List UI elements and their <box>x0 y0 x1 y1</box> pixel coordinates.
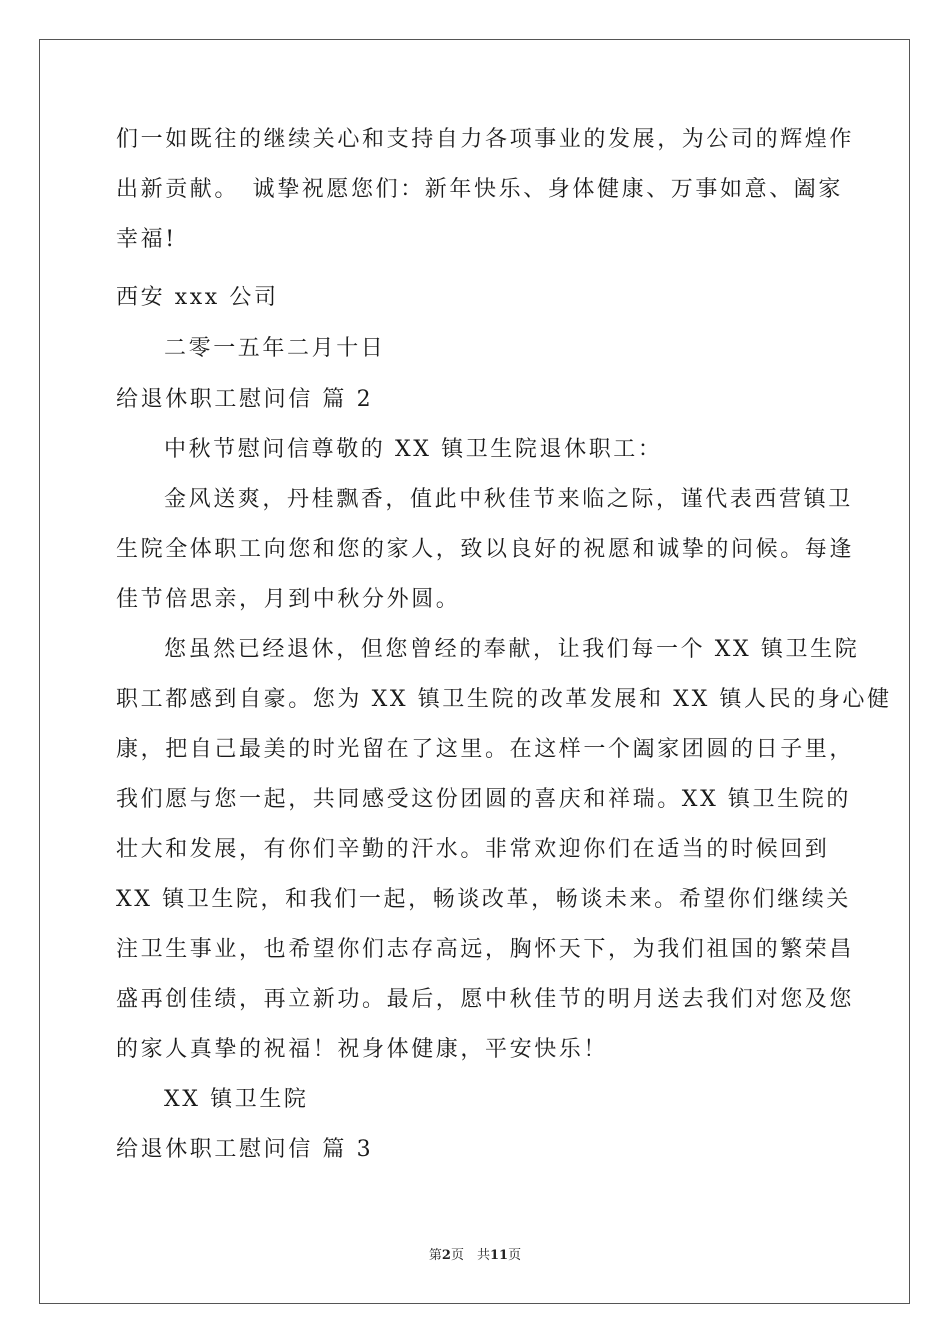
page-footer <box>0 1247 950 1265</box>
text-line: 们一如既往的继续关心和支持自力各项事业的发展，为公司的辉煌作 <box>116 127 855 152</box>
text-line: XX 镇卫生院，和我们一起，畅谈改革，畅谈未来。希望你们继续关 <box>116 887 851 912</box>
date-line: 二零一五年二月十日 <box>164 336 386 361</box>
text-line: 佳节倍思亲，月到中秋分外圆。 <box>116 587 461 612</box>
text-line: 壮大和发展，有你们辛勤的汗水。非常欢迎你们在适当的时候回到 <box>116 837 830 862</box>
text-line: 金风送爽，丹桂飘香，值此中秋佳节来临之际，谨代表西营镇卫 <box>164 487 853 512</box>
text-line: 职工都感到自豪。您为 XX 镇卫生院的改革发展和 XX 镇人民的身心健 <box>116 687 892 712</box>
section-heading: 给退休职工慰问信 篇 2 <box>116 387 374 412</box>
text-line: 生院全体职工向您和您的家人，致以良好的祝愿和诚挚的问候。每逢 <box>116 537 855 562</box>
current-page-number: 2 <box>441 1248 451 1263</box>
text-line: 我们愿与您一起，共同感受这份团圆的喜庆和祥瑞。XX 镇卫生院的 <box>116 787 851 812</box>
text-line: 盛再创佳绩，再立新功。最后，愿中秋佳节的明月送去我们对您及您 <box>116 987 855 1012</box>
footer-suffix: 页 <box>508 1248 522 1263</box>
signature-line: XX 镇卫生院 <box>164 1087 309 1112</box>
footer-prefix: 第 <box>428 1248 442 1263</box>
text-line: 幸福! <box>116 227 177 252</box>
text-line: 注卫生事业，也希望你们志存高远，胸怀天下，为我们祖国的繁荣昌 <box>116 937 855 962</box>
salutation-line: 中秋节慰问信尊敬的 XX 镇卫生院退休职工： <box>164 437 663 462</box>
text-line: 的家人真挚的祝福！祝身体健康，平安快乐！ <box>116 1037 609 1062</box>
sender-line: 西安 xxx 公司 <box>116 285 279 310</box>
text-line: 出新贡献。 诚挚祝愿您们：新年快乐、身体健康、万事如意、阖家 <box>116 177 844 202</box>
section-heading: 给退休职工慰问信 篇 3 <box>116 1137 374 1162</box>
text-line: 康，把自己最美的时光留在了这里。在这样一个阖家团圆的日子里， <box>116 737 855 762</box>
total-pages-number: 11 <box>489 1248 509 1263</box>
text-line: 您虽然已经退休，但您曾经的奉献，让我们每一个 XX 镇卫生院 <box>164 637 860 662</box>
footer-middle: 页 共 <box>450 1248 490 1263</box>
